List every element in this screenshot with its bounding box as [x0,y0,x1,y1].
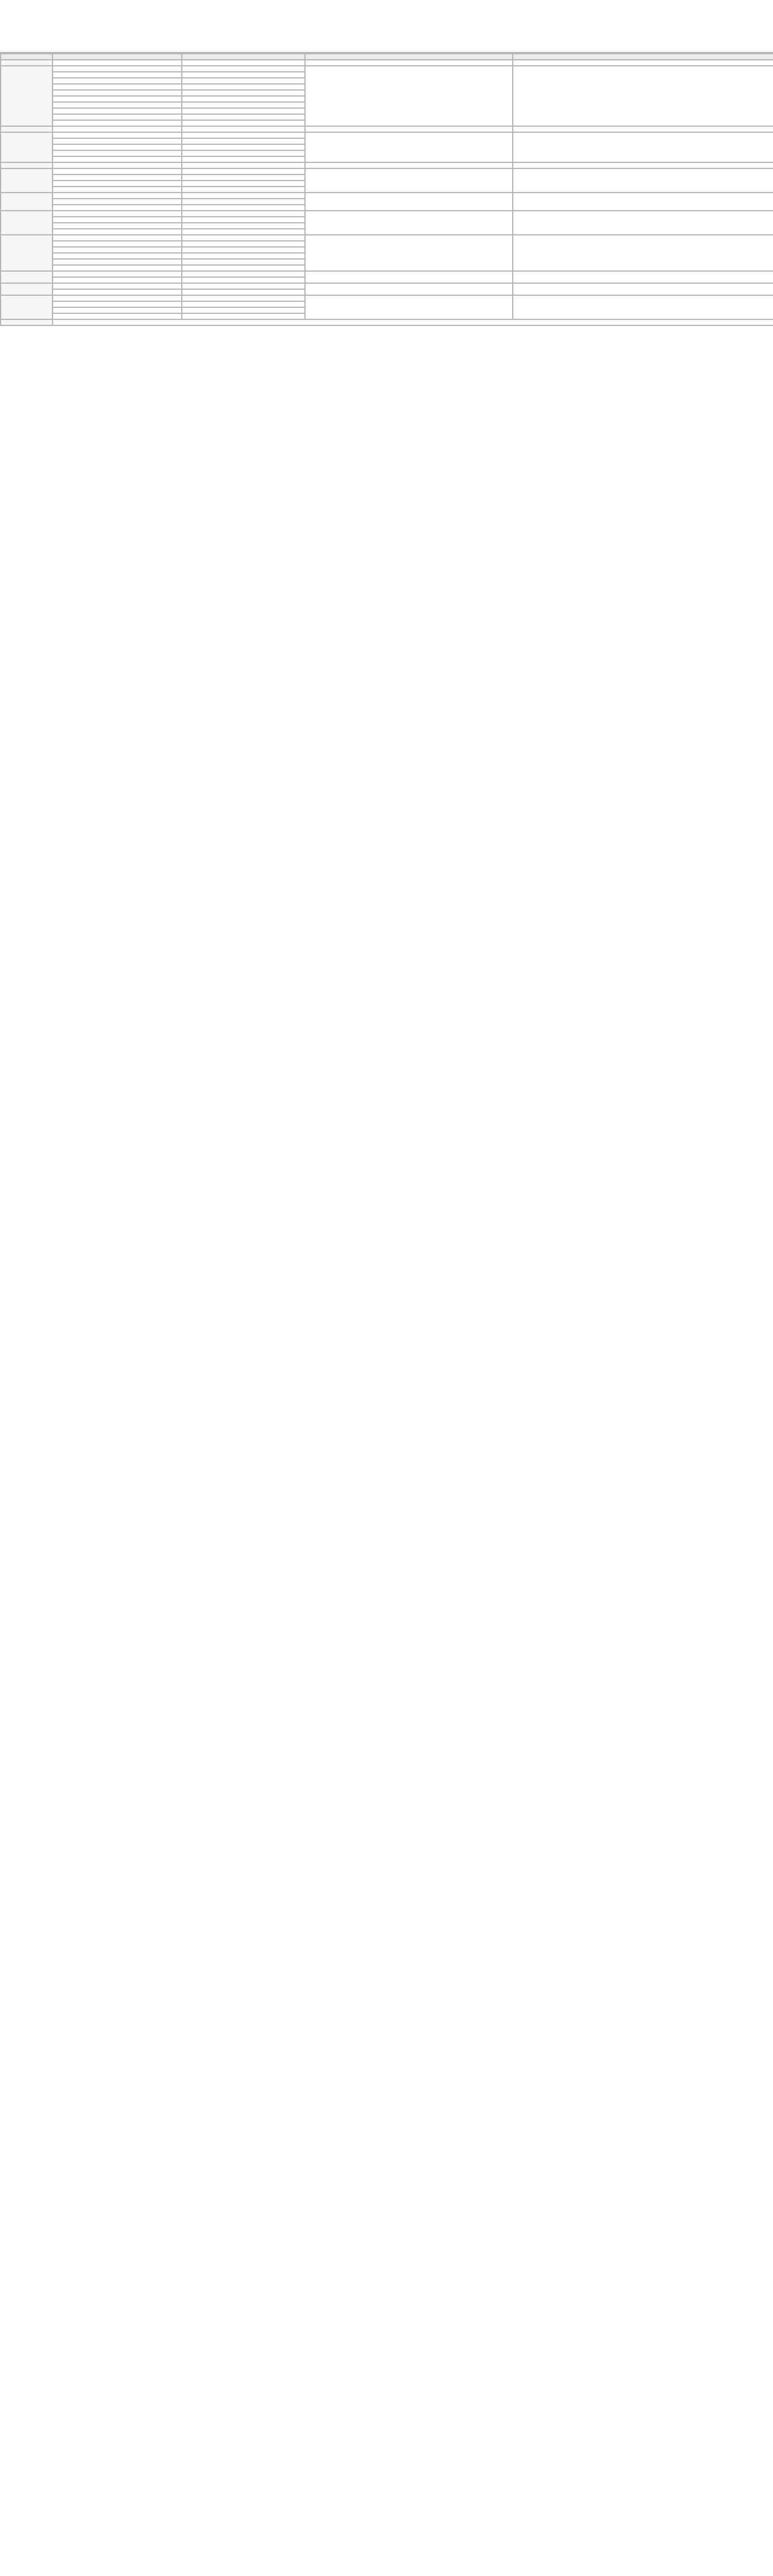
source-division [182,126,305,132]
exam-time [53,150,182,156]
header-source [182,54,305,60]
contact-info [513,168,773,193]
hospital-info [305,271,513,283]
notes-label [1,319,53,325]
exam-time [53,205,182,211]
table-row [1,235,773,241]
source-division [182,199,305,205]
region-name [1,211,53,235]
source-division [182,235,305,241]
exam-time [53,60,182,66]
header-contact [513,54,773,60]
source-division [182,120,305,126]
exam-time [53,102,182,108]
exam-time [53,289,182,295]
hospital-info [305,132,513,162]
exam-time [53,307,182,313]
table-row [1,295,773,301]
contact-info [513,271,773,283]
source-division [182,259,305,265]
contact-info [513,66,773,126]
source-division [182,174,305,181]
exam-time [53,108,182,114]
exam-time [53,126,182,132]
hospital-info [305,162,513,168]
source-division [182,247,305,253]
exam-time [53,72,182,78]
source-division [182,283,305,289]
exam-time [53,247,182,253]
exam-time [53,66,182,72]
exam-time [53,90,182,96]
exam-time [53,138,182,144]
exam-time [53,120,182,126]
exam-time [53,271,182,277]
source-division [182,114,305,120]
source-division [182,313,305,319]
exam-time [53,96,182,102]
page-title [0,0,773,53]
header-region [1,54,53,60]
hospital-info [305,66,513,126]
region-name [1,132,53,162]
region-name [1,126,53,132]
exam-time [53,295,182,301]
region-name [1,295,53,319]
source-division [182,277,305,283]
exam-time [53,235,182,241]
region-name [1,283,53,295]
source-division [182,132,305,138]
source-division [182,223,305,229]
source-division [182,96,305,102]
contact-info [513,60,773,66]
source-division [182,60,305,66]
exam-time [53,114,182,120]
exam-time [53,162,182,168]
contact-info [513,211,773,235]
exam-time [53,199,182,205]
source-division [182,102,305,108]
contact-info [513,132,773,162]
exam-time [53,156,182,162]
source-division [182,253,305,259]
table-row [1,132,773,138]
source-division [182,181,305,187]
exam-time [53,217,182,223]
source-division [182,265,305,271]
exam-time [53,168,182,174]
source-division [182,193,305,199]
source-division [182,156,305,162]
region-name [1,162,53,168]
source-division [182,271,305,277]
exam-time [53,187,182,193]
exam-time [53,313,182,319]
source-division [182,66,305,72]
table-row [1,283,773,289]
exam-time [53,132,182,138]
hospital-info [305,235,513,271]
source-division [182,187,305,193]
source-division [182,217,305,223]
exam-time [53,277,182,283]
table-row [1,271,773,277]
source-division [182,289,305,295]
exam-time [53,211,182,217]
hospital-info [305,295,513,319]
schedule-body [1,60,773,319]
exam-time [53,84,182,90]
exam-time [53,241,182,247]
source-division [182,138,305,144]
table-row [1,193,773,199]
table-row [1,211,773,217]
source-division [182,84,305,90]
hospital-info [305,126,513,132]
source-division [182,229,305,235]
source-division [182,108,305,114]
exam-time [53,144,182,150]
contact-info [513,235,773,271]
source-division [182,72,305,78]
notes-text [53,319,773,325]
region-name [1,271,53,283]
hospital-info [305,168,513,193]
contact-info [513,295,773,319]
contact-info [513,126,773,132]
exam-time [53,253,182,259]
exam-time [53,301,182,307]
exam-time [53,229,182,235]
table-row [1,126,773,132]
header-time [53,54,182,60]
table-row [1,60,773,66]
region-name [1,235,53,271]
table-row [1,66,773,72]
region-name [1,193,53,211]
source-division [182,241,305,247]
exam-time [53,223,182,229]
source-division [182,205,305,211]
hospital-info [305,283,513,295]
hospital-info [305,211,513,235]
source-division [182,78,305,84]
region-name [1,66,53,126]
hospital-info [305,60,513,66]
table-row [1,162,773,168]
region-name [1,168,53,193]
header-row [1,54,773,60]
table-row [1,168,773,174]
source-division [182,144,305,150]
source-division [182,211,305,217]
contact-info [513,283,773,295]
exam-time [53,193,182,199]
exam-time [53,181,182,187]
source-division [182,307,305,313]
contact-info [513,193,773,211]
source-division [182,150,305,156]
exam-time [53,283,182,289]
source-division [182,301,305,307]
hospital-info [305,193,513,211]
schedule-table [0,53,773,326]
notes-row [1,319,773,325]
exam-time [53,78,182,84]
exam-time [53,259,182,265]
exam-time [53,174,182,181]
source-division [182,90,305,96]
exam-time [53,265,182,271]
contact-info [513,162,773,168]
source-division [182,162,305,168]
region-name [1,60,53,66]
source-division [182,295,305,301]
source-division [182,168,305,174]
header-hospital [305,54,513,60]
